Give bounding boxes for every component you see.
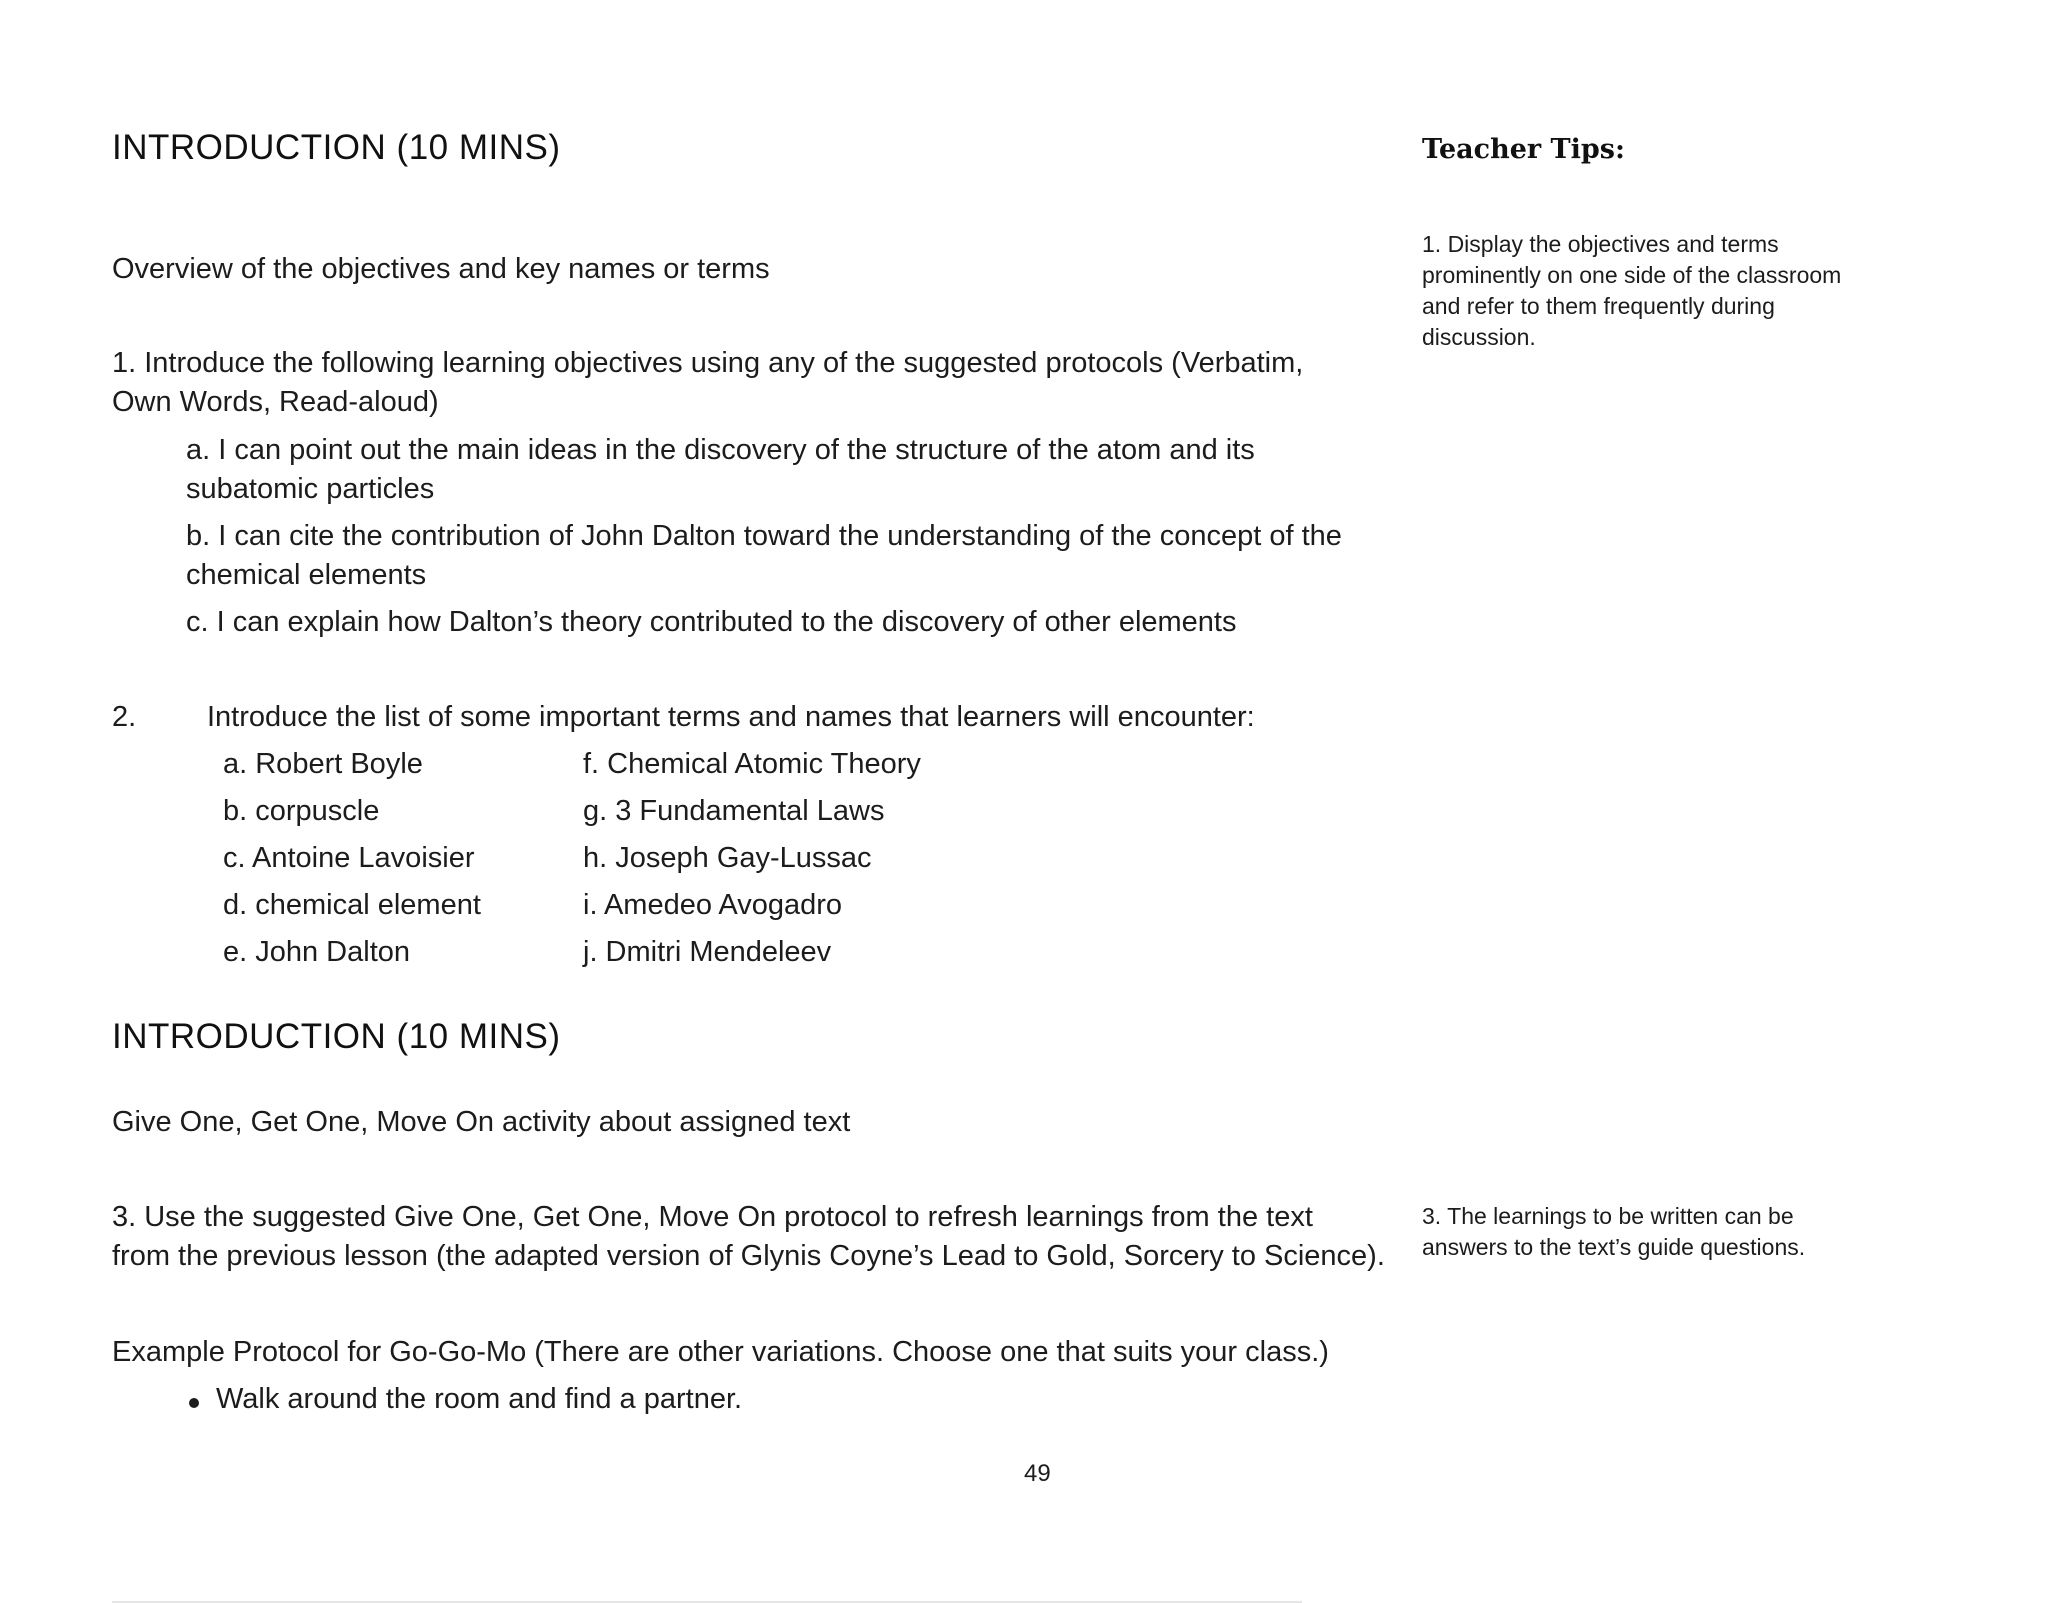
overview-text: Overview of the objectives and key names or terms bbox=[112, 253, 770, 285]
step2-text: Introduce the list of some important terms and names that learners will encounter: bbox=[207, 701, 1255, 733]
term-item: c. Antoine Lavoisier bbox=[223, 842, 475, 874]
term-item: g. 3 Fundamental Laws bbox=[583, 795, 885, 827]
teacher-tip-1-line: and refer to them frequently during bbox=[1422, 293, 1775, 319]
page-number: 49 bbox=[1024, 1460, 1051, 1487]
bullet-icon bbox=[189, 1395, 199, 1413]
teacher-tip-1-line: discussion. bbox=[1422, 324, 1536, 350]
term-item: j. Dmitri Mendeleev bbox=[583, 936, 832, 968]
teacher-tip-3-line: 3. The learnings to be written can be bbox=[1422, 1203, 1794, 1229]
section-heading-introduction-2: INTRODUCTION (10 MINS) bbox=[112, 1017, 561, 1056]
step2-number: 2. bbox=[112, 701, 137, 733]
step3-line1: 3. Use the suggested Give One, Get One, Move On protocol to refresh learnings from the text bbox=[112, 1201, 1313, 1233]
step3-line2: from the previous lesson (the adapted version of Glynis Coyne’s Lead to Gold, Sorcery to Science). bbox=[112, 1240, 1385, 1272]
term-item: h. Joseph Gay-Lussac bbox=[583, 842, 872, 874]
activity-overview-text: Give One, Get One, Move On activity about assigned text bbox=[112, 1106, 851, 1138]
teacher-tip-1-line: 1. Display the objectives and terms bbox=[1422, 231, 1779, 257]
objective-a-line1: a. I can point out the main ideas in the discovery of the structure of the atom and its bbox=[186, 434, 1255, 466]
term-item: f. Chemical Atomic Theory bbox=[583, 748, 921, 780]
example-protocol-text: Example Protocol for Go-Go-Mo (There are other variations. Choose one that suits your class.) bbox=[112, 1336, 1329, 1368]
objective-a-line2: subatomic particles bbox=[186, 473, 435, 505]
step1-line2: Own Words, Read-aloud) bbox=[112, 386, 439, 418]
term-item: i. Amedeo Avogadro bbox=[583, 889, 843, 921]
term-item: e. John Dalton bbox=[223, 936, 411, 968]
teacher-tip-3-line: answers to the text’s guide questions. bbox=[1422, 1234, 1806, 1260]
section-heading-introduction: INTRODUCTION (10 MINS) bbox=[112, 128, 561, 167]
bullet-item: Walk around the room and find a partner. bbox=[216, 1383, 743, 1415]
teacher-tips-title: Teacher Tips: bbox=[1422, 134, 1625, 165]
teacher-tip-1-line: prominently on one side of the classroom bbox=[1422, 262, 1842, 288]
term-item: a. Robert Boyle bbox=[223, 748, 423, 780]
term-item: b. corpuscle bbox=[223, 795, 380, 827]
objective-c-line1: c. I can explain how Dalton’s theory contributed to the discovery of other elements bbox=[186, 606, 1237, 638]
objective-b-line1: b. I can cite the contribution of John Dalton toward the understanding of the concept of the bbox=[186, 520, 1342, 552]
term-item: d. chemical element bbox=[223, 889, 481, 921]
step1-line1: 1. Introduce the following learning objectives using any of the suggested protocols (Verbatim, bbox=[112, 347, 1304, 379]
objective-b-line2: chemical elements bbox=[186, 559, 427, 591]
